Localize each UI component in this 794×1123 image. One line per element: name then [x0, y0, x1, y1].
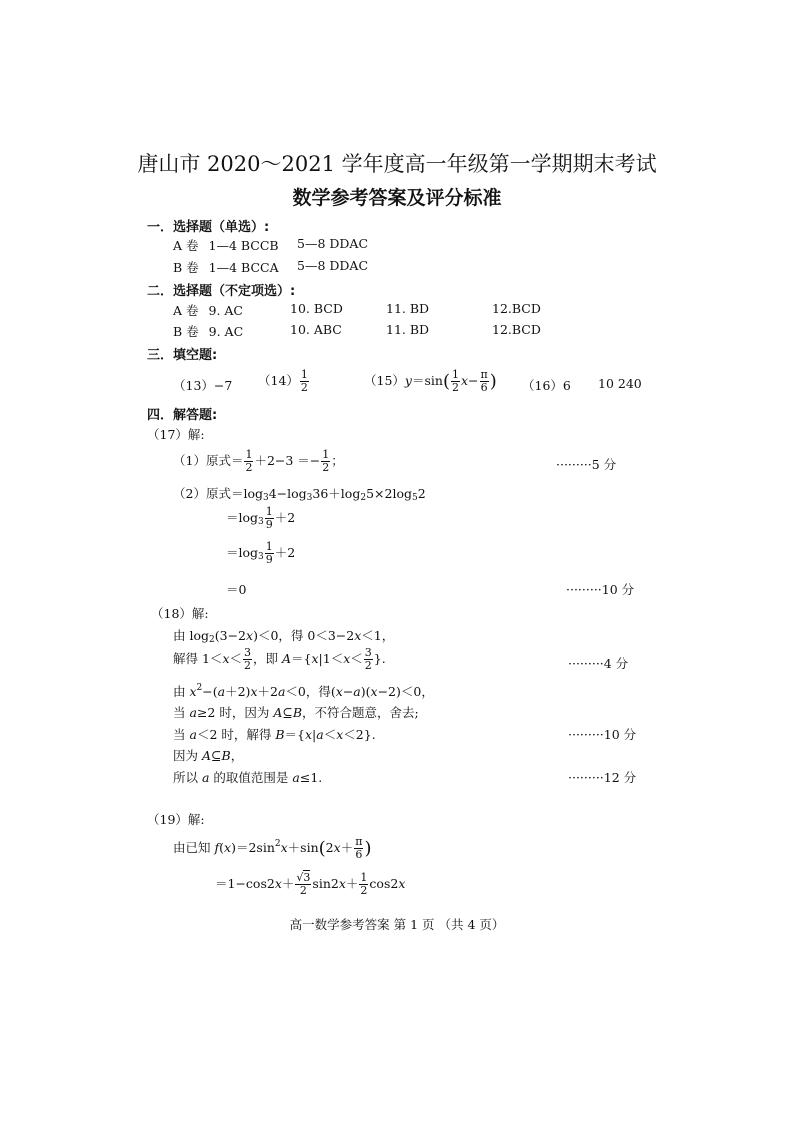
sec2-rowB-c3: 11. BD	[386, 322, 430, 337]
text: （2）原式＝log	[173, 486, 263, 501]
answer-15-frac1	[451, 369, 460, 394]
fraction	[265, 506, 274, 531]
section-1-heading: 一．选择题（单选）:	[147, 220, 270, 235]
var-x: x	[354, 628, 362, 643]
fraction	[364, 647, 373, 672]
var-B: B	[292, 705, 303, 720]
text: (	[219, 840, 225, 855]
sec1-rowA-p2: 5—8 DDAC	[297, 236, 369, 251]
q17-line5: ＝0	[226, 582, 247, 597]
fraction	[265, 541, 274, 566]
paren-open-icon: (	[442, 371, 450, 392]
text: |	[312, 727, 317, 742]
sec2-rowB-label: B 卷	[173, 324, 199, 339]
sec1-rowB	[173, 258, 279, 276]
q17-score-1: ·········5 分	[556, 457, 617, 472]
fraction-denominator: 2	[244, 659, 252, 672]
subscript: 2	[360, 493, 367, 503]
q18-score-1: ·········4 分	[568, 656, 629, 671]
fraction-denominator: 9	[265, 518, 273, 531]
subscript: 5	[411, 493, 418, 503]
fraction-denominator: 2	[300, 381, 308, 394]
fraction-numerator: 1	[265, 505, 273, 518]
fraction-denominator: 2	[322, 461, 330, 474]
q18-line1	[173, 626, 394, 645]
var-a: a	[189, 727, 197, 742]
var-a: a	[277, 684, 286, 699]
sec1-rowB-p1: 1—4 BCCA	[208, 260, 279, 275]
text: ，不符合题意，舍去;	[302, 705, 419, 720]
var-a: a	[353, 684, 361, 699]
text: ＋	[345, 876, 359, 891]
fraction	[295, 872, 311, 897]
fraction-denominator: 2	[245, 461, 253, 474]
text: ＋2−3 ＝−	[254, 453, 321, 468]
q17-label: （17）解:	[147, 427, 205, 442]
sec2-rowA-c4: 12.BCD	[492, 301, 541, 316]
text: 的取值范围是	[209, 770, 293, 785]
page-footer: 高一数学参考答案 第 1 页 （共 4 页）	[289, 917, 505, 932]
fraction	[354, 836, 363, 861]
q19-label: （19）解:	[147, 812, 205, 827]
text: ⊆	[282, 705, 293, 720]
q18-line6	[173, 746, 243, 764]
q18-line7	[173, 768, 322, 786]
text: ＝1−cos2	[215, 876, 275, 891]
text: ＜	[229, 651, 243, 666]
text: 4−log	[268, 486, 307, 501]
text: ＋sin	[287, 840, 319, 855]
answer-15-frac2	[480, 369, 489, 394]
q17-line1	[173, 449, 344, 474]
var-f: f	[214, 840, 220, 855]
var-B: B	[221, 748, 231, 763]
fraction	[321, 449, 330, 474]
text: 当	[173, 727, 190, 742]
text: ≥2 时，因为	[196, 705, 274, 720]
fraction	[243, 647, 252, 672]
sec2-rowA-label: A 卷	[173, 303, 199, 318]
text: （1）原式＝	[173, 453, 244, 468]
answer-15	[364, 369, 497, 394]
var-a: a	[189, 705, 197, 720]
text: ＝{	[291, 651, 312, 666]
text: 因为	[173, 748, 202, 763]
text: }.	[373, 651, 386, 666]
text: ＋2	[274, 510, 296, 525]
var-x: x	[250, 684, 258, 699]
text: ＝log	[226, 510, 259, 525]
radicand: 3	[303, 871, 311, 884]
fraction-denominator: 6	[480, 381, 488, 394]
sqrt-icon: √	[296, 871, 304, 884]
q19-line1	[173, 836, 371, 861]
fraction-denominator: 6	[355, 848, 363, 861]
var-B: B	[275, 727, 285, 742]
q18-line4	[173, 703, 419, 721]
text: (3−2	[214, 628, 246, 643]
text: −(	[202, 684, 218, 699]
var-x: x	[274, 876, 282, 891]
answer-15-eq: ＝sin	[411, 373, 443, 388]
var-a: a	[292, 770, 300, 785]
sec1-rowB-label: B 卷	[173, 260, 199, 275]
text: ＋2	[257, 684, 278, 699]
text: 由	[173, 684, 190, 699]
sec2-rowB-c4: 12.BCD	[492, 322, 541, 337]
subscript: 3	[258, 552, 264, 562]
fraction-numerator: 1	[360, 871, 368, 884]
var-x: x	[311, 651, 319, 666]
text: 5×2log	[366, 486, 412, 501]
fraction-numerator: 1	[300, 368, 308, 381]
text: 当	[173, 705, 190, 720]
text: )＝2sin	[231, 840, 275, 855]
q18-line5	[173, 725, 376, 743]
text: 2	[325, 840, 334, 855]
text: ＜1，	[361, 628, 395, 643]
text: )(	[360, 684, 371, 699]
fraction-numerator: 3	[244, 646, 252, 659]
text: sin2	[312, 876, 339, 891]
var-x: x	[398, 876, 406, 891]
q17-line2	[173, 484, 426, 503]
answer-14-label: （14）	[258, 373, 299, 388]
q17-line3	[226, 506, 295, 531]
section-4-heading: 四．解答题:	[147, 408, 218, 423]
var-x: x	[338, 876, 346, 891]
q18-line2	[173, 647, 386, 672]
answer-16: （16）6	[522, 378, 571, 393]
fraction-numerator: 1	[245, 448, 253, 461]
var-x: x	[304, 727, 313, 742]
paren-close-icon: )	[364, 838, 372, 859]
sec1-rowA-p1: 1—4 BCCB	[208, 238, 279, 253]
answer-14	[258, 369, 310, 394]
fraction-denominator: 2	[299, 884, 307, 897]
q18-label: （18）解:	[151, 606, 209, 621]
answer-14-fraction	[300, 369, 309, 394]
fraction	[244, 449, 253, 474]
var-x: x	[246, 628, 254, 643]
sec1-rowA-label: A 卷	[173, 238, 199, 253]
var-x: x	[343, 651, 351, 666]
fraction-numerator: π	[355, 835, 363, 848]
sec2-rowA-c1: 9. AC	[208, 303, 243, 318]
text: 由已知	[173, 840, 215, 855]
q18-line3	[173, 682, 434, 700]
plus: ＋	[340, 840, 354, 855]
var-a: a	[217, 684, 226, 699]
fraction-numerator: π	[480, 368, 488, 381]
subscript: 3	[262, 493, 269, 503]
q18-score-3: ·········12 分	[568, 770, 637, 785]
fraction-numerator: 1	[265, 540, 273, 553]
fraction-numerator: 3	[364, 646, 372, 659]
sec2-rowB-c2: 10. ABC	[290, 322, 342, 337]
page-subtitle: 数学参考答案及评分标准	[292, 187, 502, 209]
text: 2	[417, 486, 426, 501]
text: 36＋log	[312, 486, 361, 501]
text: ＝{	[284, 727, 305, 742]
superscript: 2	[274, 839, 281, 849]
subscript: 3	[258, 517, 264, 527]
fraction	[359, 872, 368, 897]
text: ＜0，得(	[285, 684, 336, 699]
text: ＜2}.	[343, 727, 376, 742]
fraction-numerator: 1	[322, 448, 330, 461]
fraction-denominator: 9	[265, 553, 273, 566]
text: |1＜	[318, 651, 344, 666]
var-A: A	[201, 748, 212, 763]
section-2-heading: 二．选择题（不定项选）:	[147, 284, 296, 299]
sec2-rowB	[173, 322, 243, 340]
var-A: A	[273, 705, 283, 720]
sec2-rowA-c2: 10. BCD	[290, 301, 343, 316]
var-x: x	[370, 684, 378, 699]
paren-open-icon: (	[318, 838, 326, 859]
sec1-rowA	[173, 236, 279, 254]
superscript: 2	[196, 683, 203, 693]
paren-close-icon: )	[489, 371, 497, 392]
subscript: 2	[209, 635, 215, 645]
text: ⊆	[211, 748, 222, 763]
answer-16-b: 10 240	[598, 376, 642, 391]
text: ＋	[281, 876, 295, 891]
var-x: x	[189, 684, 197, 699]
fraction-denominator: 2	[360, 884, 368, 897]
text: 解得 1＜	[173, 651, 223, 666]
text: ＋2	[274, 545, 296, 560]
var-a: a	[316, 727, 324, 742]
text: ＝log	[226, 545, 259, 560]
text: ，	[230, 748, 244, 763]
q17-line4	[226, 541, 295, 566]
text: −	[342, 684, 354, 699]
subscript: 3	[306, 493, 313, 503]
answer-13: （13）−7	[173, 378, 233, 393]
page-title: 唐山市 2020～2021 学年度高一年级第一学期期末考试	[137, 152, 657, 176]
text: ；	[331, 453, 344, 468]
answer-15-label: （15）	[364, 373, 405, 388]
fraction-denominator: 2	[364, 659, 372, 672]
var-x: x	[336, 727, 344, 742]
var-y: y	[404, 373, 412, 388]
q18-score-2: ·········10 分	[568, 727, 637, 742]
q19-line2	[215, 872, 405, 897]
var-x: x	[224, 840, 232, 855]
q17-score-2: ·········10 分	[566, 582, 635, 597]
fraction-numerator: 1	[451, 368, 459, 381]
sec2-rowB-c1: 9. AC	[208, 324, 244, 339]
text: )＜0，得 0＜3−2	[253, 628, 355, 643]
text: ＜	[323, 727, 337, 742]
section-3-heading: 三．填空题:	[147, 348, 218, 363]
var-x: x	[333, 840, 341, 855]
minus: −	[468, 373, 479, 388]
var-x: x	[335, 684, 343, 699]
text: ＋2)	[225, 684, 251, 699]
text: ≤1.	[299, 770, 323, 785]
var-x: x	[460, 373, 469, 388]
var-A: A	[282, 651, 292, 666]
text: ，即	[253, 651, 282, 666]
sec2-rowA-c3: 11. BD	[386, 301, 430, 316]
fraction-denominator: 2	[451, 381, 459, 394]
text: ＜2 时，解得	[196, 727, 276, 742]
text: 所以	[173, 770, 202, 785]
var-a: a	[201, 770, 210, 785]
text: cos2	[369, 876, 399, 891]
var-x: x	[280, 840, 288, 855]
sec1-rowB-p2: 5—8 DDAC	[297, 258, 369, 273]
text: ＜	[350, 651, 363, 666]
var-x: x	[222, 651, 230, 666]
text: −2)＜0，	[377, 684, 434, 699]
text: 由 log	[173, 628, 209, 643]
sec2-rowA	[173, 301, 243, 319]
